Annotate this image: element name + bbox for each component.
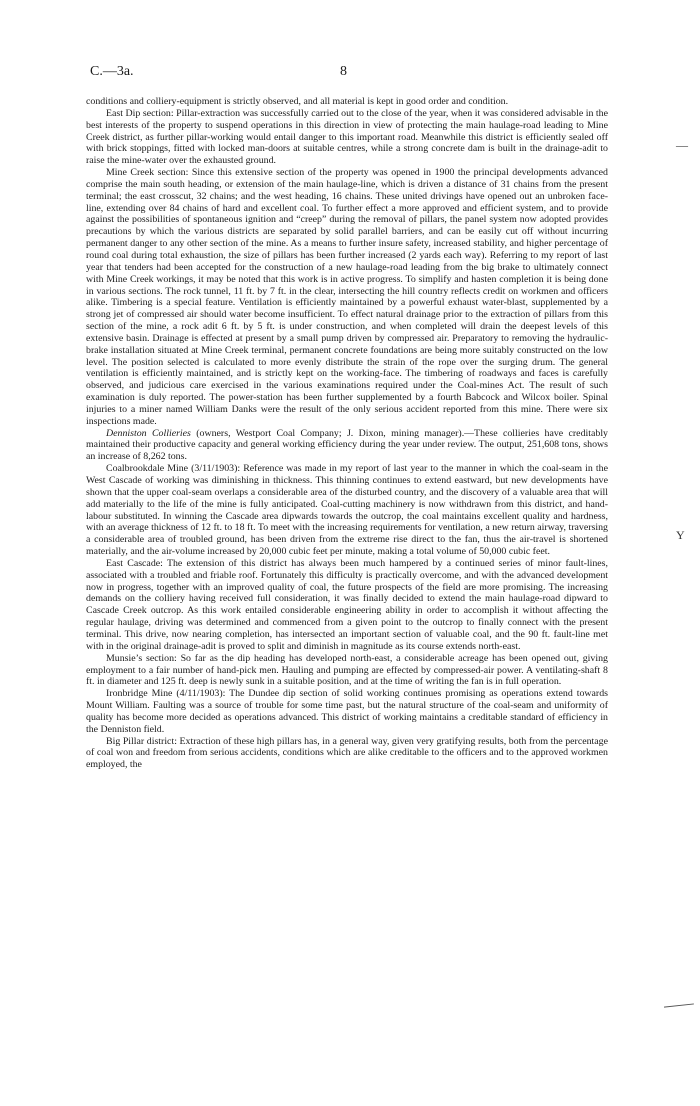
series-label: C.—3a. bbox=[90, 64, 134, 79]
margin-pen-stroke bbox=[664, 1003, 694, 1008]
body-text bbox=[86, 96, 608, 771]
paragraph: Ironbridge Mine (4/11/1903): The Dundee dip section of solid working continues promising as operations extend towards Mount William. Faulting was a source of trouble for some time past, but the natural structure of the coal-seam and uniformity of quality has become more decided as operations advanced. This district of working maintains a creditable standard of efficiency in the Denniston field. bbox=[86, 688, 608, 735]
paragraph: East Cascade: The extension of this district has always been much hampered by a continued series of minor fault-lines, associated with a troubled and friable roof. Fortunately this difficulty is practically overcome, and with the advanced development now in progress, together with an improved quality of coal, the future prospects of the field are more promising. The increasing demands on the colliery having received full consideration, it was finally decided to extend the main haulage-road dipward to Cascade Creek outcrop. As this work entailed considerable engineering ability in order to accomplish it without affecting the regular haulage, driving was determined and commenced from a given point to the outcrop to finally connect with the present terminal. This drive, now nearing completion, has intersected an important section of valuable coal, and the 90 ft. fault-line met with in the original drainage-adit is proved to split and diminish in magnitude as its course extends north-east. bbox=[86, 557, 608, 652]
margin-dash-mark: — bbox=[676, 138, 688, 152]
paragraph: Coalbrookdale Mine (3/11/1903): Reference was made in my report of last year to the manner in which the coal-seam in the West Cascade of working was diminishing in thickness. This thinning continues to extend eastward, but new developments have shown that the upper coal-seam overlaps a considerable area of the disturbed country, and the discovery of a valuable area that will add materially to the life of the mine is fully anticipated. Coal-cutting machinery is now withdrawn from this district, and hand-labour substituted. In winning the Cascade area dipwards towards the outcrop, the coal maintains excellent quality and hardness, with an average thickness of 12 ft. to 18 ft. To meet with the increasing requirements for ventilation, a new return airway, traversing a considerable area of troubled ground, has been driven from the extreme rise direct to the fan, thus the air-travel is shortened materially, and the air-volume increased by 20,000 cubic feet per minute, making a total volume of 50,000 cubic feet. bbox=[86, 463, 608, 558]
margin-y-mark: Y bbox=[676, 528, 685, 542]
italic-heading: Denniston Collieries bbox=[106, 427, 191, 439]
paragraph: Munsie’s section: So far as the dip heading has developed north-east, a considerable acreage has been opened out, giving employment to a fair number of hand-pick men. Hauling and pumping are effected by compressed-air power. A ventilating-shaft 8 ft. in diameter and 125 ft. deep is newly sunk in a suitable position, and at the time of writing the fan is in full operation. bbox=[86, 652, 608, 688]
paragraph: Big Pillar district: Extraction of these high pillars has, in a general way, given very gratifying results, both from the percentage of coal won and freedom from serious accidents, conditions which are alike creditable to the officers and to the approved workmen employed, the bbox=[86, 735, 608, 771]
paragraph: Mine Creek section: Since this extensive section of the property was opened in 1900 the principal developments advanced comprise the main south heading, or extension of the main haulage-line, which is driven a distance of 31 chains from the present terminal; the east crosscut, 32 chains; and the west heading, 16 chains. These united drivings have opened out an unbroken face-line, extending over 84 chains of hard and excellent coal. To further effect a more approved and efficient system, and to provide against the possibilities of spontaneous ignition and “creep” during the removal of pillars, the panel system now adopted provides precautions by which the various districts are separated by solid parallel barriers, and can be easily cut off without incurring permanent danger to any other section of the mine. As a means to further insure safety, increased stability, and higher percentage of round coal during total exhaustion, the size of pillars has been further increased (2 yards each way). Referring to my report of last year that tenders had been accepted for the construction of a new haulage-road leading from the big brake to ultimately connect with Mine Creek workings, it may be noted that this work is in active progress. To simplify and hasten completion it is being done in various sections. The rock tunnel, 11 ft. by 7 ft. in the clear, intersecting the hill country reflects credit on workmen and officers alike. Timbering is a special feature. Ventilation is efficiently maintained by a powerful exhaust water-blast, supplemented by a strong jet of compressed air should water become insufficient. To effect natural drainage prior to the extraction of pillars from this section of the mine, a rock adit 6 ft. by 5 ft. is under construction, and when completed will drain the deepest levels of this extensive basin. Drainage is effected at present by a small pump driven by compressed air. Preparatory to removing the hydraulic-brake installation situated at Mine Creek terminal, permanent concrete foundations are being more suitably constructed on the low level. The position selected is calculated to more evenly distribute the strain of the rope over the surging drum. The general ventilation is efficiently maintained, and is strictly kept on the working-face. The timbering of roadways and faces is carefully observed, and judicious care exercised in the various examinations required under the Coal-mines Act. The result of such examination is duly reported. The power-station has been further supplemented by a fourth Babcock and Wilcox boiler. Spinal injuries to a miner named William Danks were the result of the only serious accident reported from this mine. There were six inspections made. bbox=[86, 167, 608, 427]
page-number: 8 bbox=[340, 64, 347, 79]
paragraph: East Dip section: Pillar-extraction was successfully carried out to the close of the year, when it was considered advisable in the best interests of the property to suspend operations in this direction in view of protecting the main haulage-road leading to Mine Creek district, as further pillar-working would entail danger to this important road. Meanwhile this district is efficiently sealed off with brick stoppings, fitted with locked man-doors at suitable centres, while a strong concrete dam is built in the drainage-adit to raise the mine-water over the exhausted ground. bbox=[86, 107, 608, 167]
paragraph-text: (owners, Westport Coal Company; J. Dixon, mining manager).—These collieries have creditably maintained their productive capacity and general working efficiency during the year under review. The output, 251,608 tons, shows an increase of 8,262 tons. bbox=[86, 427, 608, 463]
page-header bbox=[90, 64, 610, 84]
paragraph bbox=[86, 428, 608, 464]
paragraph: conditions and colliery-equipment is strictly observed, and all material is kept in good order and condition. bbox=[86, 96, 509, 107]
